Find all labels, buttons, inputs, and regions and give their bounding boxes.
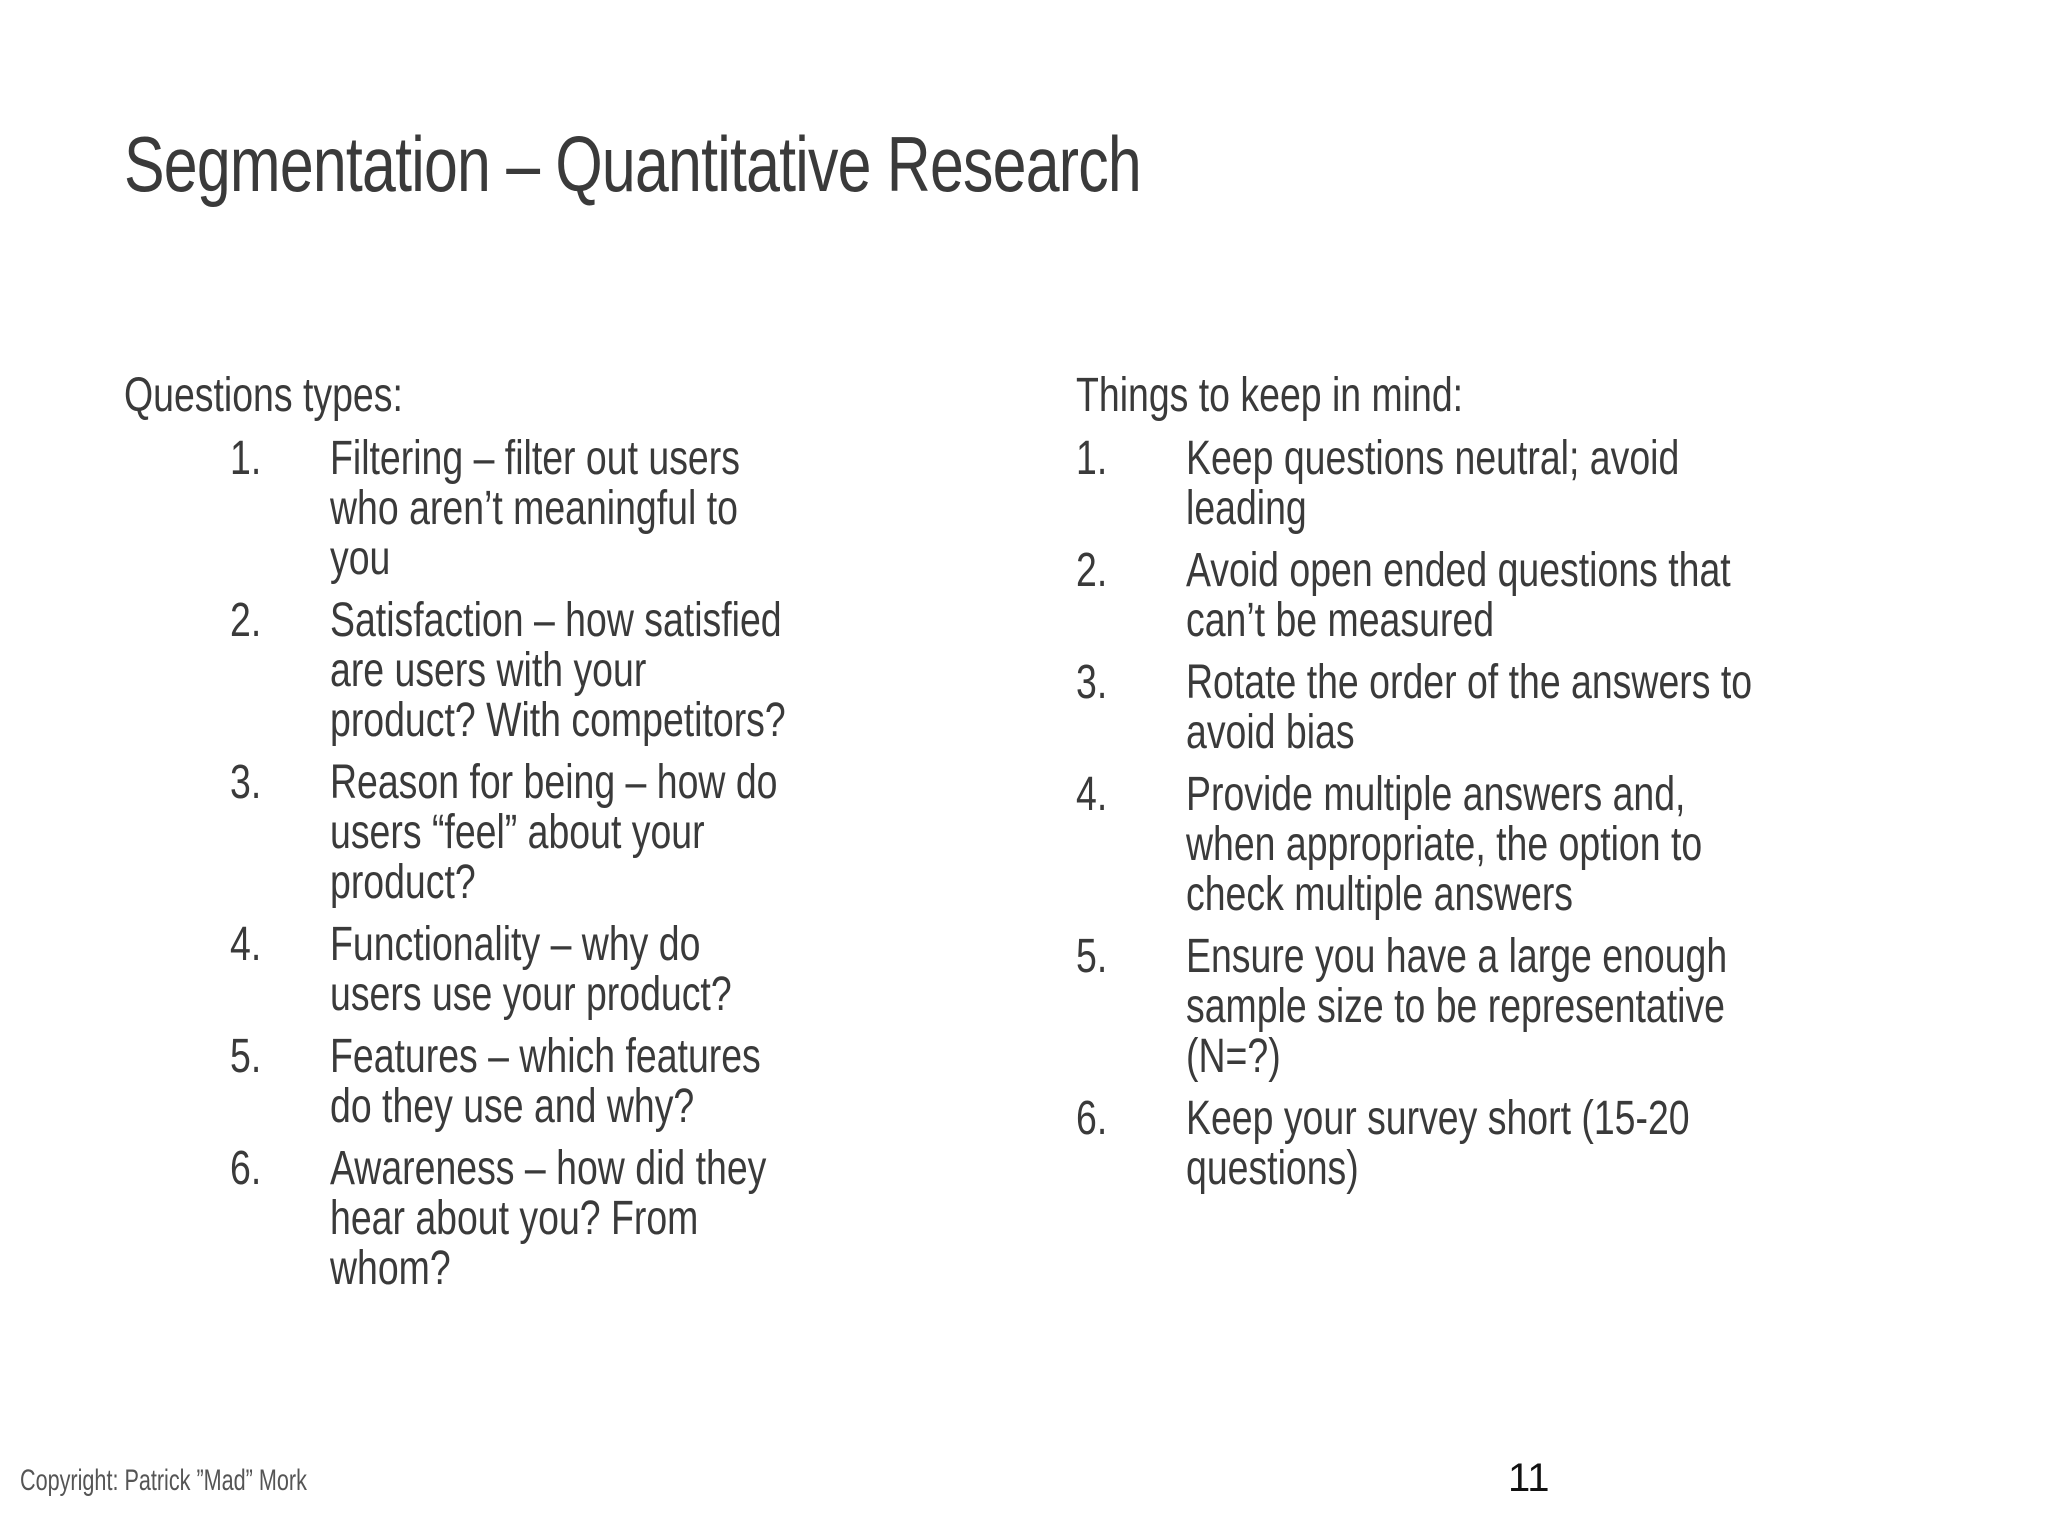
list-item-number: 6.	[230, 1142, 262, 1195]
question-types-list	[124, 434, 1004, 1294]
list-item-number: 1.	[230, 432, 262, 485]
list-item-text: Rotate the order of the answers to avoid bias	[1186, 656, 1753, 759]
list-item	[1076, 1094, 1976, 1194]
list-item-text: Features – which features do they use and why?	[330, 1030, 761, 1133]
list-item-number: 2.	[230, 594, 262, 647]
things-to-keep-in-mind-column	[1076, 366, 1976, 1206]
list-item-number: 3.	[1076, 656, 1108, 709]
list-item-number: 5.	[1076, 930, 1108, 983]
list-item-text: Provide multiple answers and, when appropriate, the option to check multiple answers	[1186, 768, 1703, 921]
list-item	[1076, 546, 1976, 646]
list-item-text: Awareness – how did they hear about you? From whom?	[330, 1142, 767, 1295]
list-item	[124, 434, 1004, 584]
list-item-text: Ensure you have a large enough sample size to be representative (N=?)	[1186, 930, 1728, 1083]
list-item-text: Avoid open ended questions that can’t be measured	[1186, 544, 1731, 647]
list-item-text: Functionality – why do users use your product?	[330, 918, 732, 1021]
list-item-text: Satisfaction – how satisfied are users with your product? With competitors?	[330, 594, 786, 747]
list-item-number: 5.	[230, 1030, 262, 1083]
list-item	[124, 1032, 1004, 1132]
list-item-text: Keep questions neutral; avoid leading	[1186, 432, 1680, 535]
list-item	[124, 596, 1004, 746]
list-item-number: 4.	[230, 918, 262, 971]
question-types-heading: Questions types:	[124, 369, 403, 422]
slide-title: Segmentation – Quantitative Research	[124, 120, 1141, 208]
list-item	[1076, 932, 1976, 1082]
list-item-number: 4.	[1076, 768, 1108, 821]
list-item	[124, 920, 1004, 1020]
page-number: 11	[1508, 1456, 1550, 1500]
question-types-column	[124, 366, 1004, 1306]
list-item-number: 2.	[1076, 544, 1108, 597]
list-item-text: Filtering – filter out users who aren’t meaningful to you	[330, 432, 740, 585]
list-item-number: 6.	[1076, 1092, 1108, 1145]
list-item-text: Keep your survey short (15-20 questions)	[1186, 1092, 1690, 1195]
list-item-number: 1.	[1076, 432, 1108, 485]
list-item	[1076, 658, 1976, 758]
list-item	[1076, 434, 1976, 534]
things-to-keep-in-mind-list	[1076, 434, 1976, 1194]
copyright-footer: Copyright: Patrick ”Mad” Mork	[20, 1464, 307, 1497]
list-item	[124, 1144, 1004, 1294]
list-item-text: Reason for being – how do users “feel” about your product?	[330, 756, 778, 909]
things-to-keep-in-mind-heading: Things to keep in mind:	[1076, 369, 1464, 422]
list-item-number: 3.	[230, 756, 262, 809]
list-item	[1076, 770, 1976, 920]
list-item	[124, 758, 1004, 908]
